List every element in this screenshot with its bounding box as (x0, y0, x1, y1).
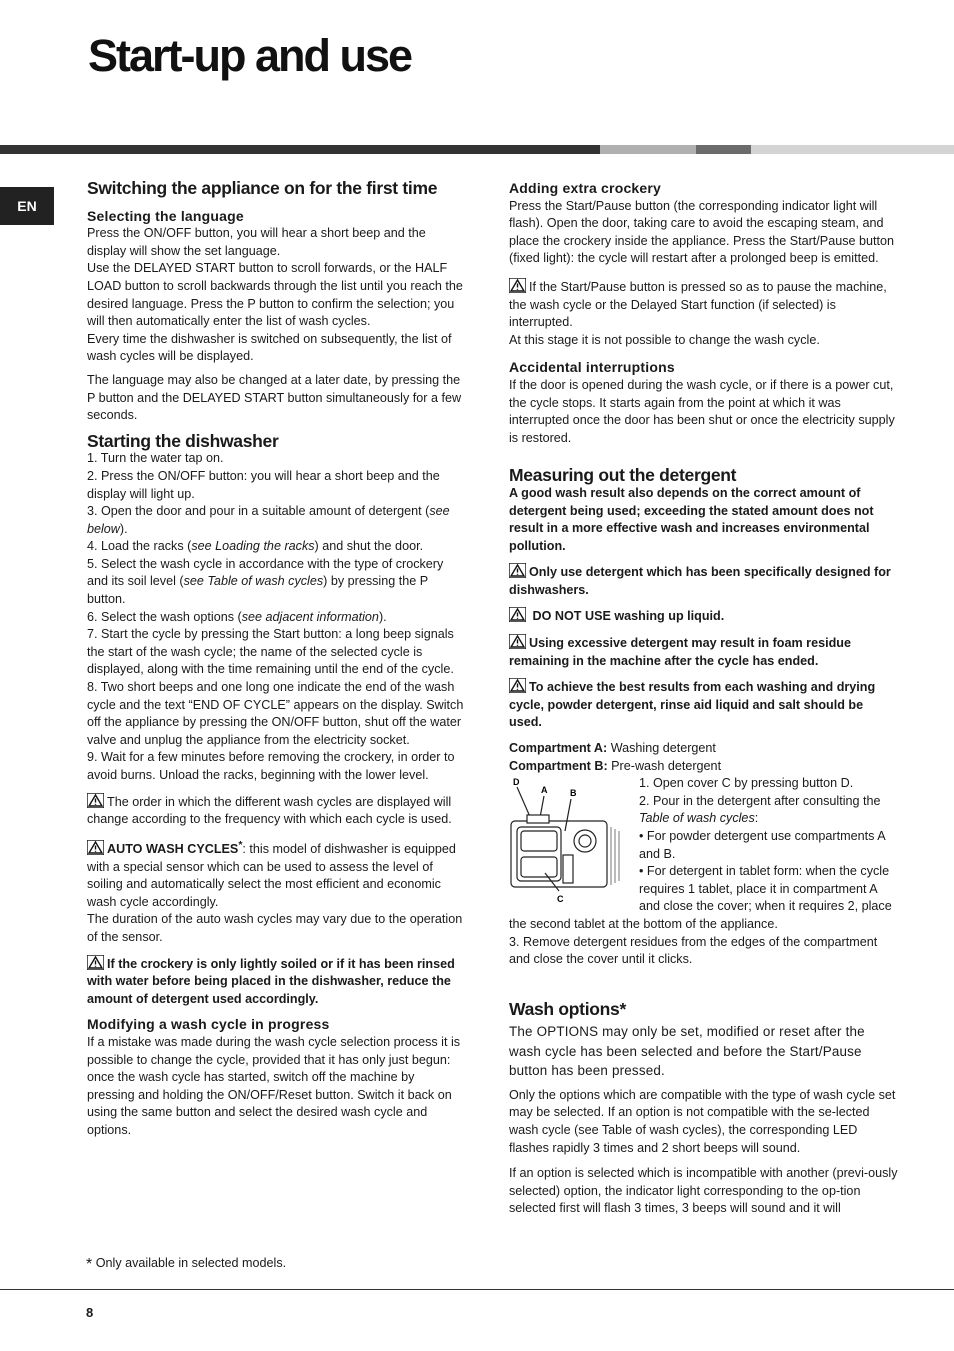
dispenser-step-1: 1. Open cover C by pressing button D. (639, 776, 854, 791)
heading-wash-options: Wash options* (509, 998, 626, 1019)
dispenser-step-3: 3. Remove detergent residues from the edges of the compartment and close the cover until it clicks. (509, 934, 878, 967)
dispenser-tablet: • For detergent in tablet form: when the cycle requires 1 tablet, place it in compartment A and close the cover; when it requires 2, place the second tablet at the bottom of the appliance. (509, 864, 892, 931)
warning-pause: If the Start/Pause button is pressed so as to pause the machine, the wash cycle or the Delayed Start function (if selected) is interrupted. (509, 279, 887, 330)
step-4: 4. Load the racks (see Loading the racks) and shut the door. (87, 539, 424, 554)
warning-lightly-soiled: If the crockery is only lightly soiled or if it has been rinsed with water before being placed in the dishwasher, reduce the amount of detergent used accordingly. (87, 956, 455, 1006)
warning-icon (509, 278, 526, 293)
step-3: 3. Open the door and pour in a suitable amount of detergent (see below). (87, 504, 450, 536)
options-paragraph-3: If an option is selected which is incompatible with another (previ-ously selected) option, the indicator light corresponding to the op-tion selected first will flash 3 times, 3 beeps will sound and it will (509, 1166, 898, 1216)
lang-paragraph-4: The language may also be changed at a later date, by pressing the P button and the DELAYED START button simultaneously for a few seconds. (87, 372, 462, 423)
step-2: 2. Press the ON/OFF button: you will hear a short beep and the display will light up. (87, 468, 440, 501)
extra-paragraph: Press the Start/Pause button (the corresponding indicator light will flash). Open the door, taking care to avoid the escaping steam, and place the crockery inside the appliance. Press the Start/Pause button (fixed light): the cycle will restart after a prolonged beep is emitted. (509, 198, 895, 266)
dispenser-powder: • For powder detergent use compartments A and B. (639, 829, 885, 861)
lang-paragraph-1: Press the ON/OFF button, you will hear a short beep and the display will show the set language. (87, 226, 426, 258)
left-column (87, 180, 465, 1139)
step-8: 8. Two short beeps and one long one indicate the end of the wash cycle and the text “END OF CYCLE” appears on the display. Switch off the appliance by pressing the ON/OFF button, shut off the water valve and unplug the appliance from the electricity socket. (87, 680, 464, 747)
footnote: * Only available in selected models. (86, 1256, 287, 1273)
modify-paragraph: If a mistake was made during the wash cycle selection process it is possible to change the cycle, provided that it has only just begun: once the wash cycle has started, switch off the machine by pressing and holding the ON/OFF/Reset button. Switch it back on using the same button and select the desired wash cycle and options. (87, 1034, 461, 1137)
heading-modifying: Modifying a wash cycle in progress (87, 1016, 330, 1033)
figure-label-c: C (557, 894, 564, 904)
pause-paragraph: At this stage it is not possible to change the wash cycle. (509, 332, 820, 347)
right-column (509, 180, 899, 1218)
warning-excess: Using excessive detergent may result in foam residue remaining in the machine after the cycle has ended. (509, 636, 851, 668)
accident-paragraph: If the door is opened during the wash cycle, or if there is a power cut, the cycle stops. It starts again from the point at which it was interrupted once the door has been shut or once the electricity supply is restored. (509, 377, 895, 445)
compartment-b: Compartment B: Pre-wash detergent (509, 758, 722, 773)
step-1: 1. Turn the water tap on. (87, 451, 224, 466)
page-title: Start-up and use (88, 30, 412, 81)
heading-selecting-language: Selecting the language (87, 207, 244, 224)
compartment-a: Compartment A: Washing detergent (509, 741, 716, 756)
step-9: 9. Wait for a few minutes before removing the crockery, in order to avoid burns. Unload the racks, beginning with the lower level. (87, 750, 455, 782)
language-tab: EN (0, 187, 54, 225)
options-paragraph-1: The OPTIONS may only be set, modified or reset after the wash cycle has been selected and before the Start/Pause button has been pressed. (509, 1024, 865, 1079)
detergent-dispenser-figure (509, 775, 629, 903)
step-5: 5. Select the wash cycle in accordance with the type of crockery and its soil level (see Table of wash cycles) by pressing the P button. (87, 556, 444, 607)
figure-label-b: B (570, 788, 577, 799)
warning-auto-wash: AUTO WASH CYCLES*: this model of dishwasher is equipped with a special sensor which can be used to assess the level of soiling and automatically select the most efficient and economic wash cycle accordingly. (87, 838, 456, 909)
page-number: 8 (86, 1305, 94, 1320)
warning-icon (87, 793, 104, 808)
heading-switching-on: Switching the appliance on for the first time (87, 178, 438, 198)
lang-paragraph-2: Use the DELAYED START button to scroll forwards, or the HALF LOAD button to scroll backwards through the list until you reach the desired language. Press the P button to confirm the selection; you will then automatically enter the list of wash cycles. (87, 261, 463, 329)
warning-icon (509, 607, 526, 622)
warning-order: The order in which the different wash cycles are displayed will change according to the frequency with which each cycle is used. (87, 794, 452, 827)
warning-best-results: To achieve the best results from each washing and drying cycle, powder detergent, rinse aid liquid and salt should be used. (509, 680, 876, 730)
lang-paragraph-3: Every time the dishwasher is switched on subsequently, the list of wash cycles will be displayed. (87, 331, 452, 364)
heading-detergent: Measuring out the detergent (509, 465, 737, 486)
warning-icon (87, 955, 104, 970)
warning-only-detergent: Only use detergent which has been specifically designed for dishwashers. (509, 565, 891, 597)
auto-wash-duration: The duration of the auto wash cycles may vary due to the operation of the sensor. (87, 912, 463, 944)
warning-icon (87, 840, 104, 855)
header-bar-pale (751, 145, 954, 154)
figure-label-a: A (541, 785, 548, 796)
header-bar-light (600, 145, 696, 154)
header-bar-dark (0, 145, 600, 154)
figure-label-d: D (513, 777, 520, 788)
warning-icon (509, 563, 526, 578)
step-7: 7. Start the cycle by pressing the Start button: a long beep signals the start of the wash cycle; the name of the selected cycle is displayed, along with the time remaining until the end of the cycle. (87, 627, 454, 677)
step-6: 6. Select the wash options (see adjacent information). (87, 609, 387, 624)
header-bar-mid (696, 145, 751, 154)
detergent-intro: A good wash result also depends on the correct amount of detergent being used; exceeding the stated amount does not result in a more effective wash and increases environmental pollution. (509, 485, 874, 553)
dispenser-step-2: 2. Pour in the detergent after consulting the Table of wash cycles: (639, 793, 881, 826)
heading-accidental: Accidental interruptions (509, 359, 675, 376)
heading-starting: Starting the dishwasher (87, 430, 279, 451)
heading-adding-crockery: Adding extra crockery (509, 180, 662, 196)
warning-icon (509, 678, 526, 693)
options-paragraph-2: Only the options which are compatible with the type of wash cycle set may be selected. If an option is not compatible with the se-lected wash cycle (see Table of wash cycles), the corresponding LED flashes rapidly 3 times and 2 short beeps will sound. (509, 1087, 896, 1155)
warning-not-washing-liquid: DO NOT USE washing up liquid. (509, 607, 899, 626)
detergent-instructions (509, 775, 899, 969)
warning-icon (509, 634, 526, 649)
footer-rule (0, 1289, 954, 1290)
